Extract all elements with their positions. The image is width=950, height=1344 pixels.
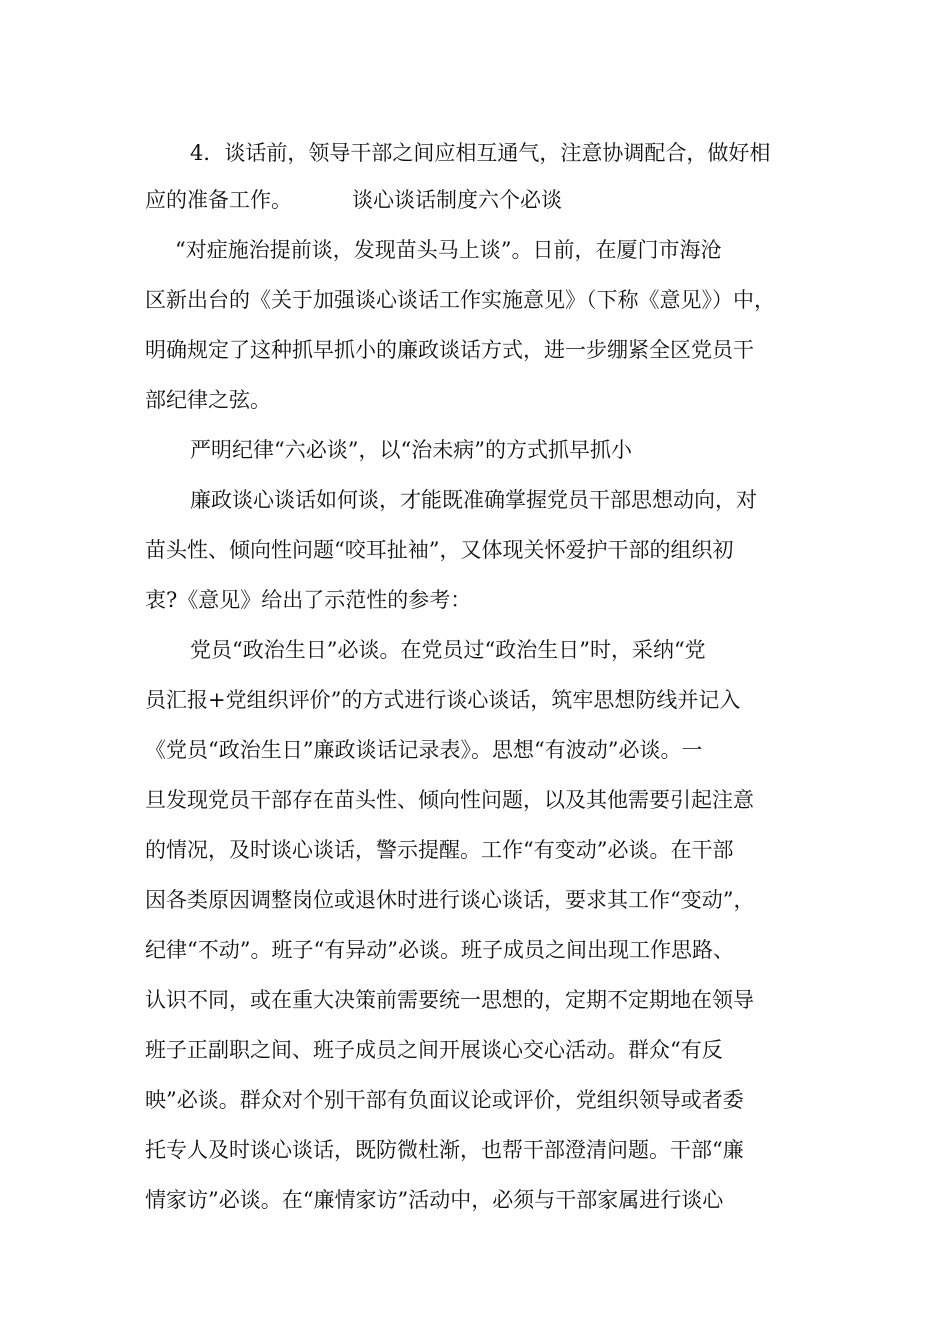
text-line-22: 情家访”必谈。在“廉情家访”活动中，必须与干部家属进行谈心 xyxy=(145,1188,724,1212)
text-line-18: 认识不同，或在重大决策前需要统一思想的，定期不定期地在领导 xyxy=(145,988,754,1012)
text-line-19: 班子正副职之间、班子成员之间开展谈心交心活动。群众“有反 xyxy=(145,1038,723,1062)
text-line-13: 《党员“政治生日”廉政谈话记录表》。思想“有波动”必谈。一 xyxy=(145,738,703,762)
text-line-17: 纪律“不动”。班子“有异动”必谈。班子成员之间出现工作思路、 xyxy=(145,938,734,962)
text-line-6: 部纪律之弦。 xyxy=(145,388,271,412)
section-heading-six-talks: 谈心谈话制度六个必谈 xyxy=(352,188,562,212)
text-line-2 xyxy=(145,185,562,215)
text-line-15: 的情况，及时谈心谈话，警示提醒。工作“有变动”必谈。在干部 xyxy=(145,838,734,862)
text-line-9: 苗头性、倾向性问题“咬耳扯袖”，又体现关怀爱护干部的组织初 xyxy=(145,538,734,562)
text-segment-prep-work: 应的准备工作。 xyxy=(145,188,292,212)
text-line-4: 区新出台的《关于加强谈心谈话工作实施意见》（下称《意见》）中， xyxy=(145,288,775,312)
text-line-10: 衷?《意见》给出了示范性的参考： xyxy=(145,588,472,612)
text-line-8: 廉政谈心谈话如何谈，才能既准确掌握党员干部思想动向，对 xyxy=(190,488,757,512)
text-line-11: 党员“政治生日”必谈。在党员过“政治生日”时，采纳“党 xyxy=(190,638,706,662)
text-line-3: “对症施治提前谈，发现苗头马上谈”。日前，在厦门市海沧 xyxy=(175,238,722,262)
text-line-16: 因各类原因调整岗位或退休时进行谈心谈话，要求其工作“变动”， xyxy=(145,888,755,912)
text-line-21: 托专人及时谈心谈话，既防微杜渐，也帮干部澄清问题。干部“廉 xyxy=(145,1138,744,1162)
text-line-20: 映”必谈。群众对个别干部有负面议论或评价，党组织领导或者委 xyxy=(145,1088,744,1112)
text-line-12: 员汇报+党组织评价”的方式进行谈心谈话，筑牢思想防线并记入 xyxy=(145,688,741,712)
subheading-line: 严明纪律“六必谈”，以“治未病”的方式抓早抓小 xyxy=(190,438,632,462)
text-line-5: 明确规定了这种抓早抓小的廉政谈话方式，进一步绷紧全区党员干 xyxy=(145,338,754,362)
text-line-1: 4．谈话前，领导干部之间应相互通气，注意协调配合，做好相 xyxy=(190,141,771,165)
text-line-14: 旦发现党员干部存在苗头性、倾向性问题，以及其他需要引起注意 xyxy=(145,788,754,812)
